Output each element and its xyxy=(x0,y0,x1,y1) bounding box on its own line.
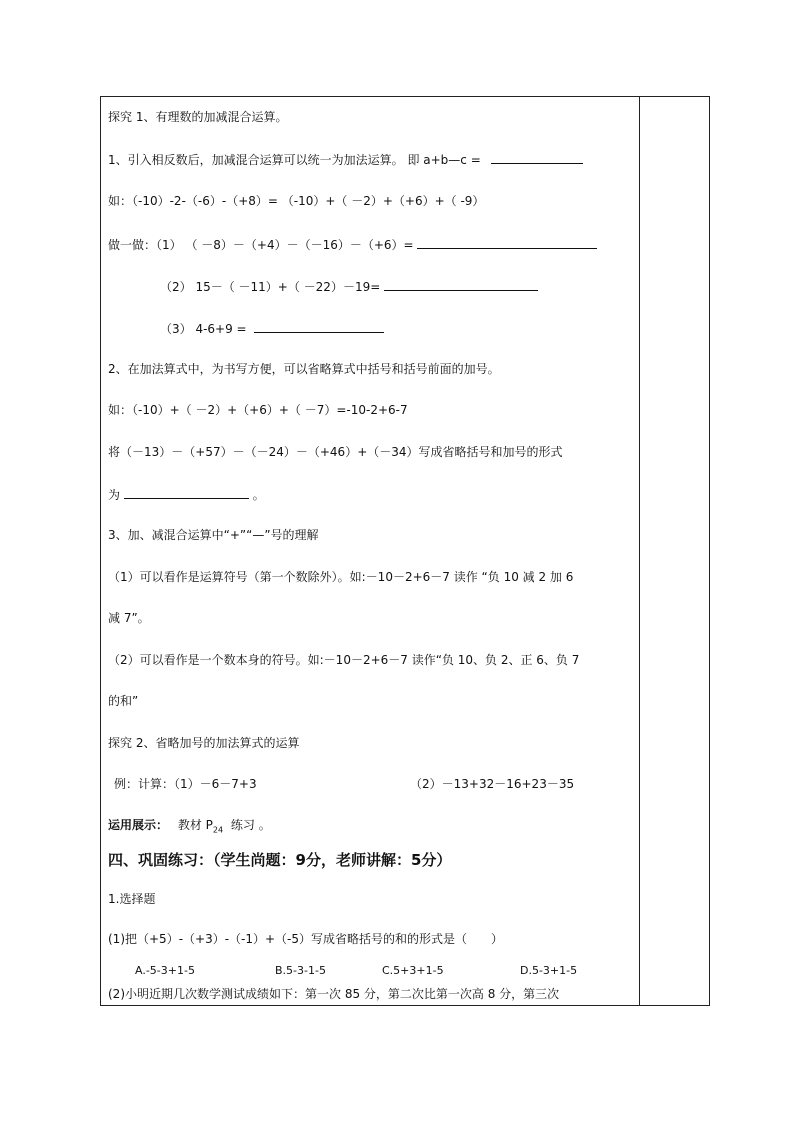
example-2: （2）－13+32－16+23－35 xyxy=(410,777,575,791)
text-line: 如：（-10）+（ －2）+（+6）+（ －7）=-10-2+6-7 xyxy=(108,403,408,417)
answer-blank[interactable] xyxy=(417,236,597,249)
option-d: D.5-3+1-5 xyxy=(520,964,578,977)
text-line: （2）可以看作是一个数本身的符号。如:－10－2+6－7 读作“负 10、负 2、正 6、负 7 xyxy=(108,653,580,667)
answer-blank[interactable] xyxy=(254,320,384,333)
text-line xyxy=(108,817,271,838)
question-line: (1)把（+5）-（+3）-（-1）+（-5）写成省略括号的和的形式是（ ） xyxy=(108,932,504,946)
text-span: 做一做：（1） （ －8）－（+4）－（－16）－（+6）= xyxy=(108,238,414,252)
option-a: A.-5-3+1-5 xyxy=(135,964,195,977)
table-column-divider xyxy=(639,96,640,1006)
answer-blank[interactable] xyxy=(384,278,538,291)
text-line: 1.选择题 xyxy=(108,892,156,906)
text-line: 2、在加法算式中，为书写方便，可以省略算式中括号和括号前面的加号。 xyxy=(108,362,500,376)
text-line xyxy=(160,278,538,295)
text-line: 将（－13）－（+57）－（－24）－（+46）+（－34）写成省略括号和加号的形式 xyxy=(108,445,563,459)
text-span: 为 xyxy=(108,488,121,502)
text-span: （2） 15－（ －11）+（ －22）－19= xyxy=(160,280,381,294)
text-span: 。 xyxy=(252,488,265,502)
text-line: 如：（-10）-2-（-6）-（+8）= （-10）+（ －2）+（+6）+（ -9） xyxy=(108,194,485,208)
subscript: 24 xyxy=(212,825,224,835)
text-span: 1、引入相反数后，加减混合运算可以统一为加法运算。 即 a+b—c = xyxy=(108,153,481,167)
example-1: 例：计算：（1）－6－7+3 xyxy=(114,777,257,791)
section-heading-practice: 四、巩固练习：（学生尚题：9分，老师讲解：5分） xyxy=(108,851,452,869)
text-line xyxy=(108,236,597,253)
text-line: 减 7”。 xyxy=(108,611,150,625)
example-line xyxy=(108,776,575,792)
text-span: 教材 P xyxy=(177,818,213,832)
option-c: C.5+3+1-5 xyxy=(382,964,444,977)
text-line: （1）可以看作是运算符号（第一个数除外）。如:－10－2+6－7 读作 “负 10 减 2 加 6 xyxy=(108,570,574,584)
answer-blank[interactable] xyxy=(491,151,583,164)
section-heading-explore-1: 探究 1、有理数的加减混合运算。 xyxy=(108,110,288,124)
text-line xyxy=(108,486,265,503)
question-line: (2)小明近期几次数学测试成绩如下：第一次 85 分，第二次比第一次高 8 分，第三次 xyxy=(108,987,560,1001)
text-span: 练习 。 xyxy=(230,818,271,832)
text-line: 的和” xyxy=(108,694,139,708)
answer-blank[interactable] xyxy=(124,486,249,499)
text-line xyxy=(160,320,384,337)
text-span: （3） 4-6+9 = xyxy=(160,322,247,336)
text-line xyxy=(108,151,583,168)
label-application: 运用展示： xyxy=(108,818,169,832)
section-heading-explore-2: 探究 2、省略加号的加法算式的运算 xyxy=(108,736,300,750)
table-cell-border xyxy=(100,96,710,1006)
text-line: 3、加、减混合运算中“+”“—”号的理解 xyxy=(108,528,319,542)
option-b: B.5-3-1-5 xyxy=(275,964,326,977)
